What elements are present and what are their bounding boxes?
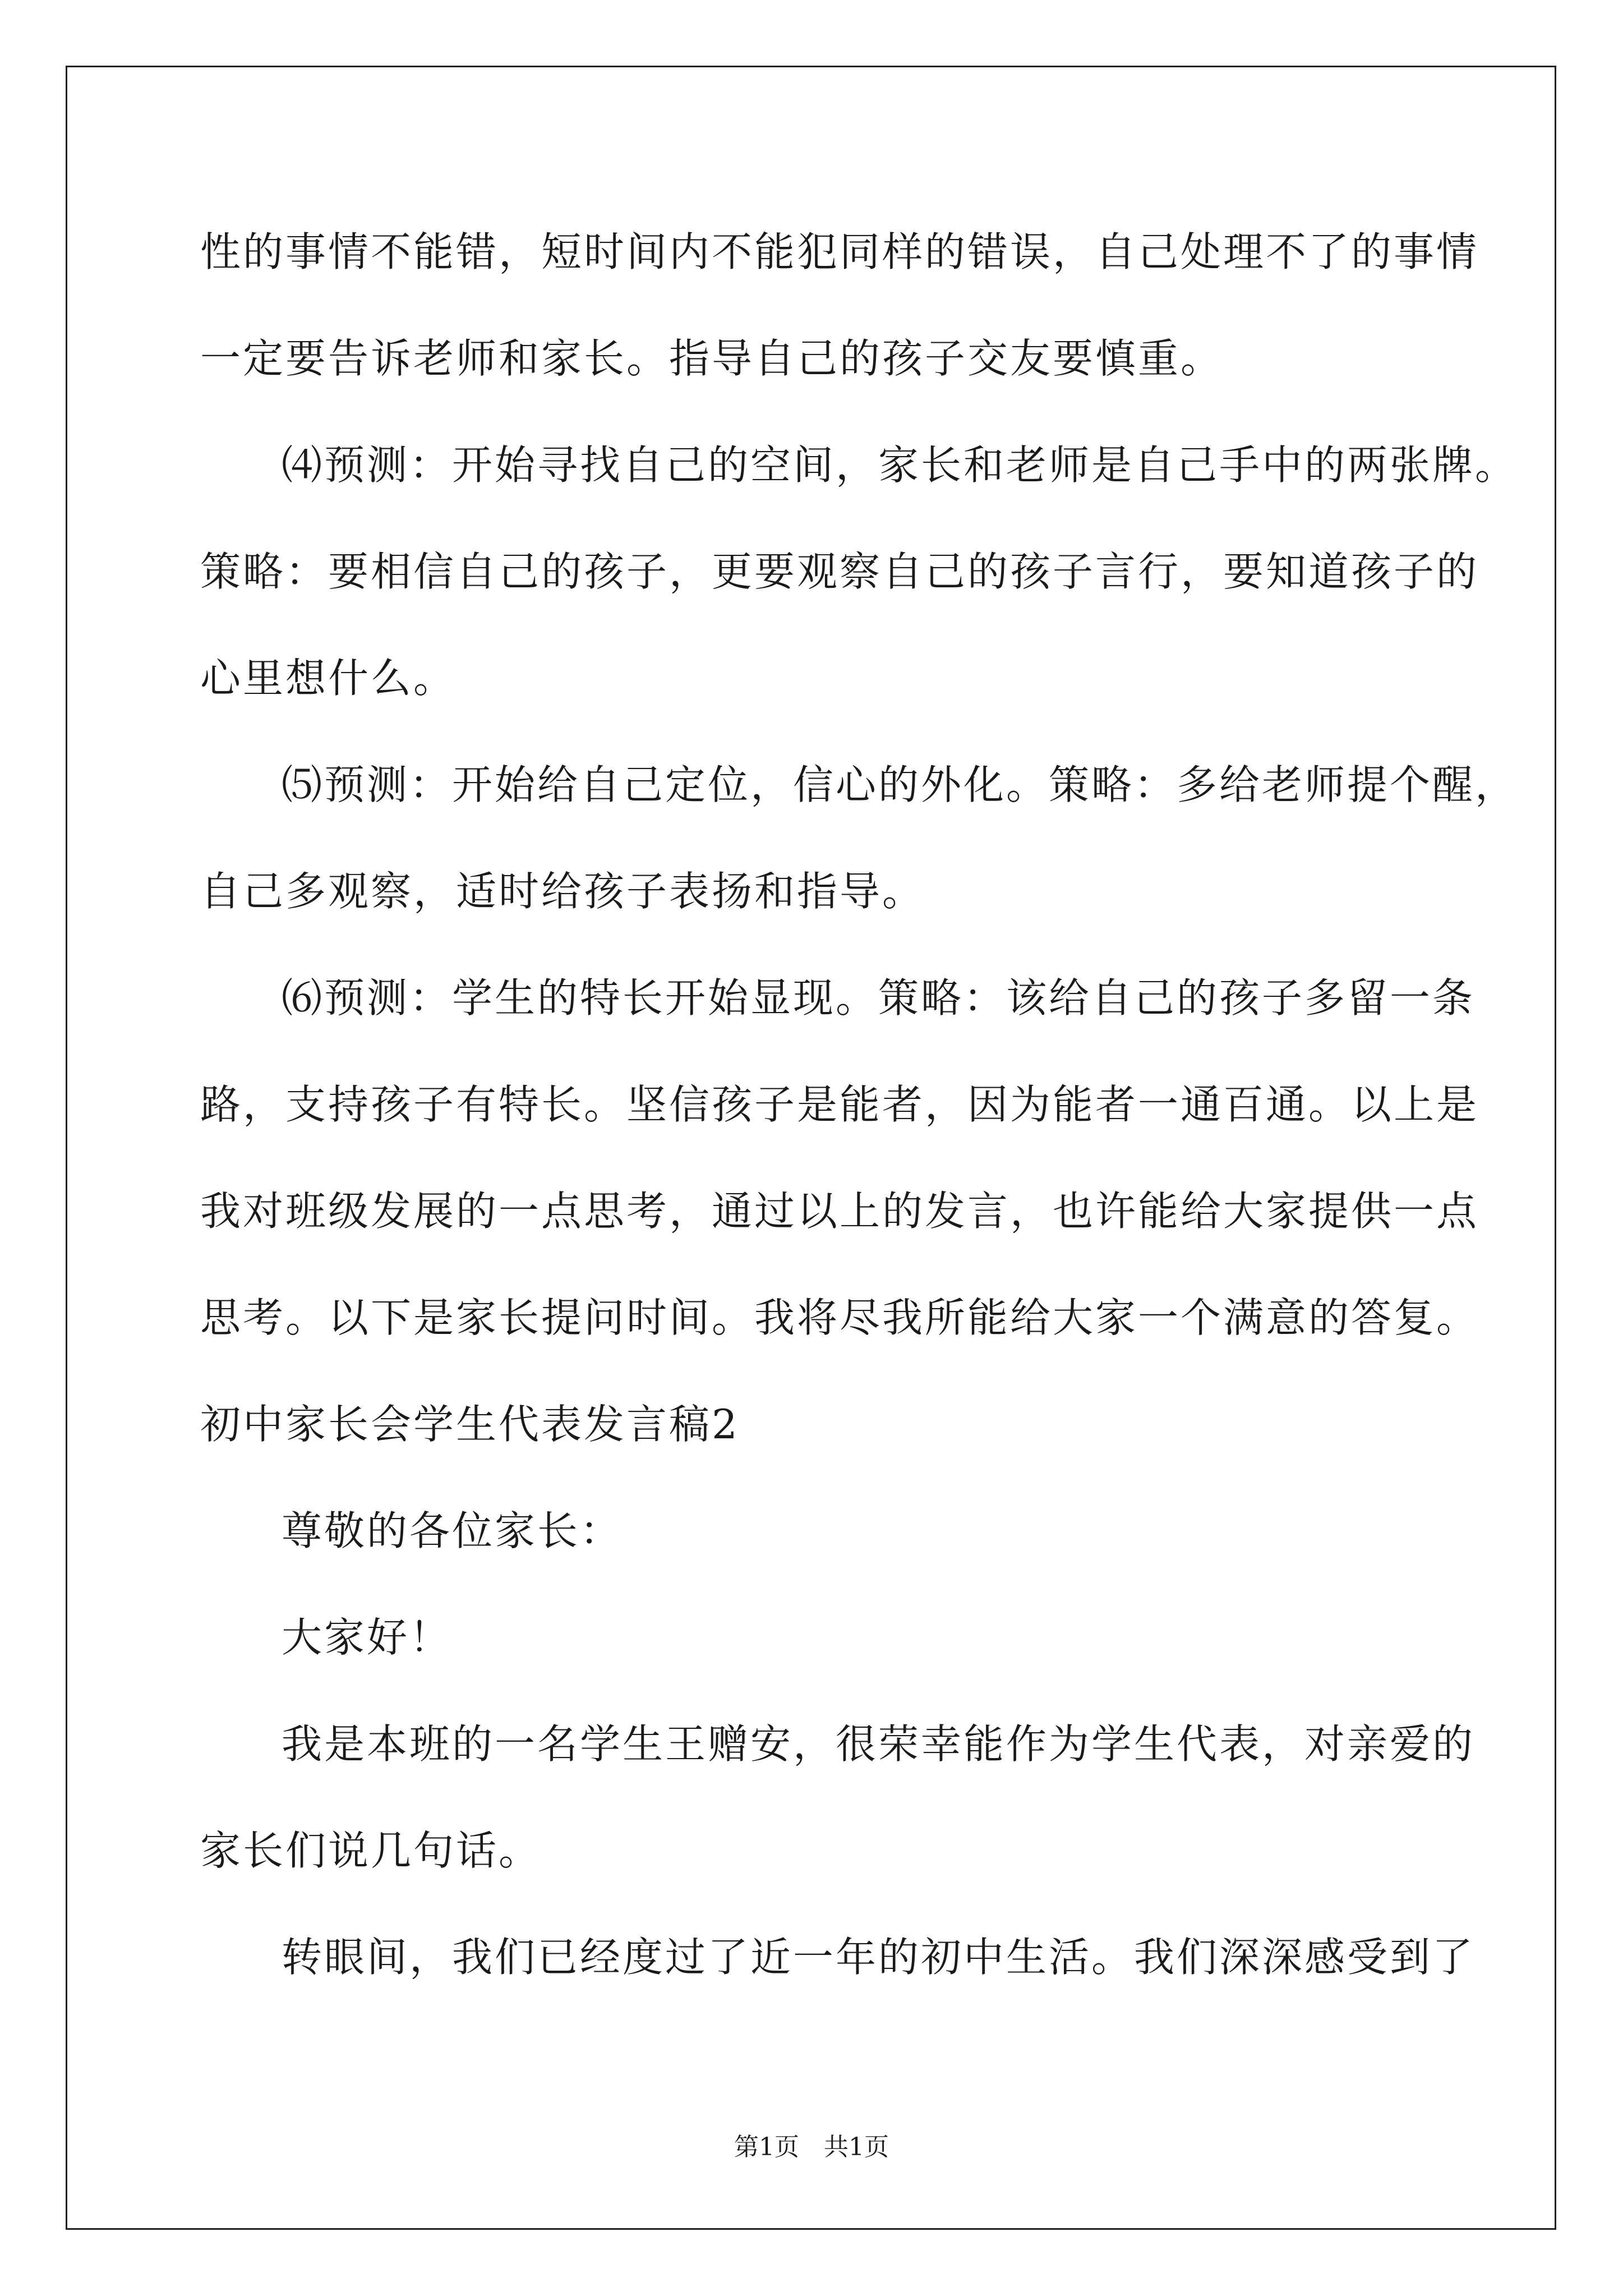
text-line-17: 转眼间，我们已经度过了近一年的初中生活。我们深深感受到了 <box>282 1934 1476 1981</box>
text-line-4: 策略：要相信自己的孩子，更要观察自己的孩子言行，要知道孩子的 <box>200 548 1479 595</box>
page-number: 第1页 共1页 <box>734 2133 889 2161</box>
salutation: 尊敬的各位家长： <box>282 1507 623 1554</box>
text-line-5: 心里想什么。 <box>200 655 457 702</box>
text-line-11: 思考。以下是家长提问时间。我将尽我所能给大家一个满意的答复。 <box>200 1294 1479 1341</box>
section-heading: 初中家长会学生代表发言稿2 <box>200 1401 740 1448</box>
text-line-10: 我对班级发展的一点思考，通过以上的发言，也许能给大家提供一点 <box>200 1188 1479 1235</box>
text-line-7: 自己多观察，适时给孩子表扬和指导。 <box>200 868 925 915</box>
text-line-8: ⑹预测：学生的特长开始显现。策略：该给自己的孩子多留一条 <box>282 974 1476 1022</box>
text-line-1: 性的事情不能错，短时间内不能犯同样的错误，自己处理不了的事情 <box>200 228 1479 275</box>
text-line-15: 我是本班的一名学生王赠安，很荣幸能作为学生代表，对亲爱的 <box>282 1720 1476 1768</box>
text-line-16: 家长们说几句话。 <box>200 1827 542 1874</box>
text-line-3: ⑷预测：开始寻找自己的空间，家长和老师是自己手中的两张牌。 <box>282 441 1518 489</box>
text-line-2: 一定要告诉老师和家长。指导自己的孩子交友要慎重。 <box>200 335 1224 382</box>
text-line-6: ⑸预测：开始给自己定位，信心的外化。策略：多给老师提个醒， <box>282 761 1518 808</box>
text-line-9: 路，支持孩子有特长。坚信孩子是能者，因为能者一通百通。以上是 <box>200 1081 1479 1128</box>
page-border <box>66 66 1556 2230</box>
greeting: 大家好！ <box>282 1614 453 1661</box>
